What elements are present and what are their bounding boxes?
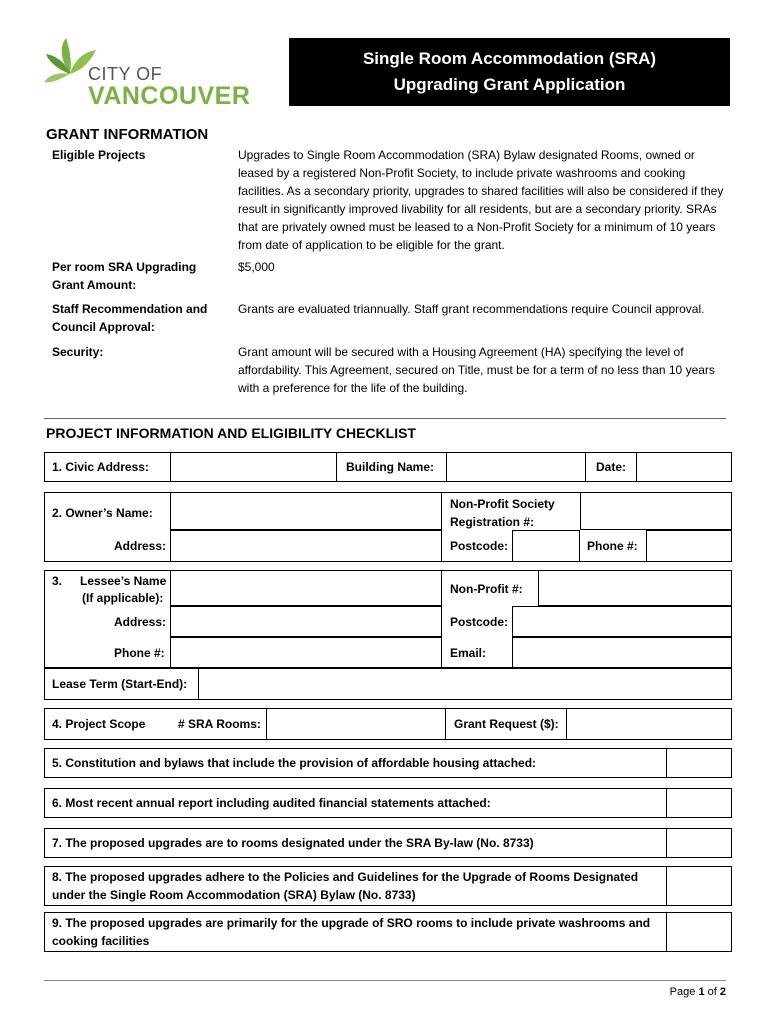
lessee-address-input[interactable] bbox=[170, 606, 442, 637]
staff-recommendation-label: Staff Recommendation and Council Approval: bbox=[52, 302, 208, 334]
lease-term-input[interactable] bbox=[198, 668, 732, 700]
grant-amount-value: $5,000 bbox=[238, 260, 275, 274]
owner-postcode-input[interactable] bbox=[512, 530, 580, 562]
checklist-item-8-checkbox[interactable] bbox=[666, 866, 732, 906]
city-of-vancouver-logo bbox=[40, 34, 251, 114]
checklist-item-8-label: 8. The proposed upgrades adhere to the Policies and Guidelines for the Upgrade of Rooms Designated under the Single Room Accommodation (SRA) Bylaw (No. 8733) bbox=[52, 870, 639, 902]
civic-address-input[interactable] bbox=[170, 452, 337, 482]
eligible-projects-text: Upgrades to Single Room Accommodation (SRA) Bylaw designated Rooms, owned or leased by a registered Non-Profit Society, to include private washrooms and cooking facilities. As a secondary priority, upgrades to shared facilities will also be considered if they result in significantly improved livability for all residents, but are a secondary priority. SRAs that are privately owned must be leased to a Non-Profit Society for a minimum of 10 years from date of application to be eligible for the grant. bbox=[238, 148, 724, 252]
security-label: Security: bbox=[52, 345, 104, 359]
nonprofit-number-input[interactable] bbox=[538, 570, 732, 606]
grant-information-heading: GRANT INFORMATION bbox=[46, 126, 209, 143]
form-title-line1: Single Room Accommodation (SRA) bbox=[362, 49, 657, 68]
page-number bbox=[670, 986, 726, 998]
nonprofit-registration-label: Non-Profit Society Registration #: bbox=[450, 497, 555, 529]
owners-name-label: 2. Owner’s Name: bbox=[52, 506, 153, 520]
lessee-name-input[interactable] bbox=[170, 570, 442, 606]
nonprofit-number-label: Non-Profit #: bbox=[450, 582, 523, 596]
owner-address-input[interactable] bbox=[170, 530, 442, 562]
lease-term-label: Lease Term (Start-End): bbox=[52, 677, 188, 691]
checklist-item-5-checkbox[interactable] bbox=[666, 748, 732, 778]
footer-divider bbox=[44, 980, 726, 981]
building-name-label: Building Name: bbox=[346, 460, 435, 474]
staff-recommendation-text: Grants are evaluated triannually. Staff grant recommendations require Council approval. bbox=[238, 302, 705, 316]
eligible-projects-label: Eligible Projects bbox=[52, 148, 146, 162]
owner-phone-input[interactable] bbox=[646, 530, 732, 562]
lessee-number: 3. bbox=[52, 574, 63, 588]
lessee-email-label: Email: bbox=[450, 646, 487, 660]
checklist-item-7-checkbox[interactable] bbox=[666, 828, 732, 858]
project-scope-label: 4. Project Scope bbox=[52, 717, 146, 731]
checklist-item-6-checkbox[interactable] bbox=[666, 788, 732, 818]
lessee-email-input[interactable] bbox=[512, 637, 732, 668]
grant-request-input[interactable] bbox=[566, 708, 732, 740]
lessee-name-label: Lessee’s Name bbox=[80, 574, 167, 588]
owner-address-label: Address: bbox=[114, 539, 167, 553]
checklist-item-5-label: 5. Constitution and bylaws that include the provision of affordable housing attached: bbox=[52, 756, 537, 770]
checklist-item-7-label: 7. The proposed upgrades are to rooms designated under the SRA By-law (No. 8733) bbox=[52, 836, 534, 850]
building-name-input[interactable] bbox=[446, 452, 586, 482]
grant-amount-label: Per room SRA Upgrading Grant Amount: bbox=[52, 260, 197, 292]
checklist-item-6-label: 6. Most recent annual report including audited financial statements attached: bbox=[52, 796, 491, 810]
sra-rooms-input[interactable] bbox=[266, 708, 446, 740]
grant-request-label: Grant Request ($): bbox=[454, 717, 559, 731]
nonprofit-registration-input[interactable] bbox=[580, 492, 732, 530]
page-label: Page bbox=[669, 986, 696, 998]
lessee-name-sublabel: (If applicable): bbox=[82, 591, 164, 605]
form-title-line2: Upgrading Grant Application bbox=[393, 75, 626, 94]
checklist-item-9-checkbox[interactable] bbox=[666, 912, 732, 952]
lessee-postcode-label: Postcode: bbox=[450, 615, 509, 629]
owners-name-input[interactable] bbox=[170, 492, 442, 530]
civic-address-label: 1. Civic Address: bbox=[52, 460, 149, 474]
logo-vancouver-text: VANCOUVER bbox=[88, 82, 251, 110]
owner-phone-label: Phone #: bbox=[587, 539, 638, 553]
security-text: Grant amount will be secured with a Housing Agreement (HA) specifying the level of affordability. This Agreement, secured on Title, must be for a term of no less than 10 years with a preference for the life of the building. bbox=[238, 345, 715, 395]
checklist-item-9-label: 9. The proposed upgrades are primarily for the upgrade of SRO rooms to include private washrooms and cooking facilities bbox=[52, 916, 651, 948]
lessee-phone-label: Phone #: bbox=[114, 646, 165, 660]
logo-city-text: CITY OF bbox=[88, 64, 163, 84]
section-divider bbox=[44, 418, 726, 419]
owner-postcode-label: Postcode: bbox=[450, 539, 509, 553]
checklist-heading: PROJECT INFORMATION AND ELIGIBILITY CHECKLIST bbox=[46, 425, 416, 441]
lessee-phone-input[interactable] bbox=[170, 637, 442, 668]
date-label: Date: bbox=[596, 460, 627, 474]
page-of: of bbox=[707, 986, 717, 998]
page-current: 1 bbox=[698, 986, 705, 998]
sra-rooms-label: # SRA Rooms: bbox=[178, 717, 261, 731]
lessee-address-label: Address: bbox=[114, 615, 167, 629]
date-input[interactable] bbox=[636, 452, 732, 482]
page-total: 2 bbox=[719, 986, 726, 998]
form-title-box bbox=[289, 38, 730, 106]
lessee-postcode-input[interactable] bbox=[512, 606, 732, 637]
